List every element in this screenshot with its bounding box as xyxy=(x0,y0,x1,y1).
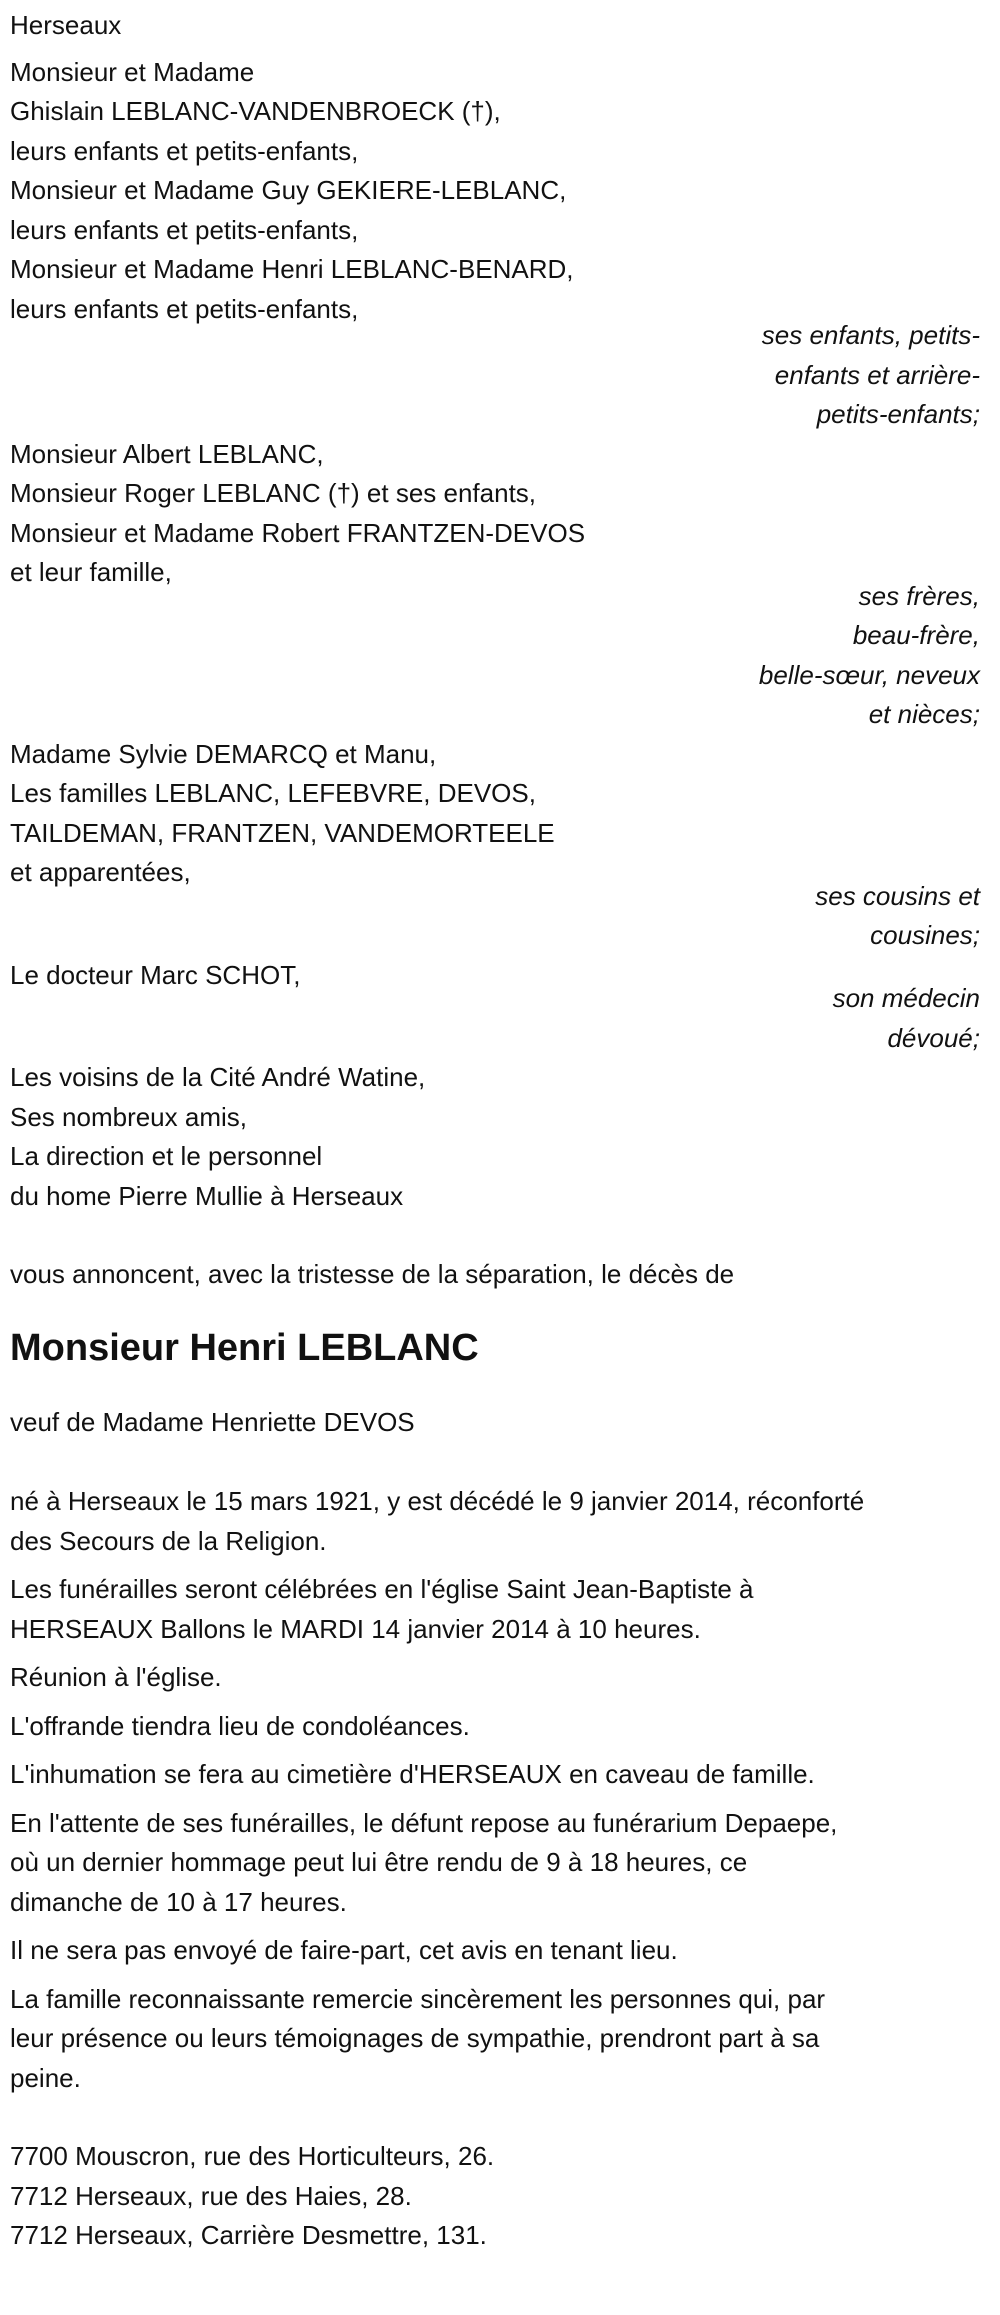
detail-offering xyxy=(10,1707,980,1747)
detail-thanks xyxy=(10,1980,980,2099)
detail-line: dimanche de 10 à 17 heures. xyxy=(10,1886,347,1917)
announcement: vous annoncent, avec la tristesse de la séparation, le décès de xyxy=(10,1259,735,1289)
detail-line: Réunion à l'église. xyxy=(10,1662,222,1692)
family-siblings xyxy=(10,435,980,593)
detail-burial xyxy=(10,1755,980,1795)
role-line: son médecin xyxy=(832,983,980,1013)
role-line: ses enfants, petits- xyxy=(761,320,980,350)
family-line: La direction et le personnel xyxy=(10,1141,323,1171)
deceased-name: Monsieur Henri LEBLANC xyxy=(10,1326,479,1369)
family-cousins xyxy=(10,735,980,893)
detail-line: né à Herseaux le 15 mars 1921, y est décédé le 9 janvier 2014, réconforté xyxy=(10,1486,865,1516)
detail-line: des Secours de la Religion. xyxy=(10,1525,327,1556)
detail-line: En l'attente de ses funérailles, le défunt repose au funérarium Depaepe, xyxy=(10,1807,838,1838)
family-line: TAILDEMAN, FRANTZEN, VANDEMORTEELE xyxy=(10,817,555,848)
detail-line: Il ne sera pas envoyé de faire-part, cet avis en tenant lieu. xyxy=(10,1935,678,1965)
detail-line: HERSEAUX Ballons le MARDI 14 janvier 2014 à 10 heures. xyxy=(10,1613,701,1644)
family-line: Monsieur et Madame Guy GEKIERE-LEBLANC, xyxy=(10,175,567,205)
role-line: enfants et arrière- xyxy=(774,359,980,390)
family-line: Ses nombreux amis, xyxy=(10,1101,247,1132)
addresses xyxy=(10,2137,980,2256)
role-line: beau-frère, xyxy=(852,620,980,650)
detail-line: où un dernier hommage peut lui être rendu de 9 à 18 heures, ce xyxy=(10,1847,748,1877)
role-line: et nièces; xyxy=(868,699,980,729)
family-line: Les voisins de la Cité André Watine, xyxy=(10,1062,426,1092)
detail-line: L'inhumation se fera au cimetière d'HERSEAUX en caveau de famille. xyxy=(10,1759,815,1789)
detail-birth-death xyxy=(10,1482,980,1561)
place: Herseaux xyxy=(10,10,122,40)
family-line: Monsieur et Madame Robert FRANTZEN-DEVOS xyxy=(10,517,586,548)
role-line: dévoué; xyxy=(887,1022,980,1053)
detail-no-card xyxy=(10,1931,980,1971)
family-line: leurs enfants et petits-enfants, xyxy=(10,135,359,166)
detail-line: peine. xyxy=(10,2062,81,2093)
detail-line: La famille reconnaissante remercie sincèrement les personnes qui, par xyxy=(10,1983,826,2014)
family-friends xyxy=(10,1058,980,1216)
family-line: leurs enfants et petits-enfants, xyxy=(10,293,359,324)
family-line: Monsieur et Madame Henri LEBLANC-BENARD, xyxy=(10,254,574,284)
role-children xyxy=(10,316,980,435)
family-line: Monsieur Albert LEBLANC, xyxy=(10,438,324,469)
detail-line: L'offrande tiendra lieu de condoléances. xyxy=(10,1710,470,1741)
address-line: 7712 Herseaux, Carrière Desmettre, 131. xyxy=(10,2220,487,2250)
family-line: Le docteur Marc SCHOT, xyxy=(10,959,301,990)
address-line: 7712 Herseaux, rue des Haies, 28. xyxy=(10,2180,412,2211)
family-children xyxy=(10,53,980,330)
detail-line: leur présence ou leurs témoignages de sympathie, prendront part à sa xyxy=(10,2023,820,2053)
family-line: du home Pierre Mullie à Herseaux xyxy=(10,1180,404,1211)
detail-funeral xyxy=(10,1570,980,1649)
family-line: et apparentées, xyxy=(10,857,191,887)
family-line: Madame Sylvie DEMARCQ et Manu, xyxy=(10,738,437,769)
role-line: cousines; xyxy=(870,920,980,950)
family-line: leurs enfants et petits-enfants, xyxy=(10,214,359,245)
role-line: petits-enfants; xyxy=(816,399,980,429)
family-line: Monsieur et Madame xyxy=(10,56,255,87)
family-line: Les familles LEBLANC, LEFEBVRE, DEVOS, xyxy=(10,778,536,808)
detail-line: Les funérailles seront célébrées en l'église Saint Jean-Baptiste à xyxy=(10,1574,754,1604)
address-line: 7700 Mouscron, rue des Horticulteurs, 26. xyxy=(10,2141,495,2171)
family-line: Ghislain LEBLANC-VANDENBROECK (†), xyxy=(10,96,501,126)
widower-line: veuf de Madame Henriette DEVOS xyxy=(10,1406,415,1437)
role-line: ses frères, xyxy=(858,580,980,611)
family-line: et leur famille, xyxy=(10,557,172,587)
role-line: belle-sœur, neveux xyxy=(758,659,980,690)
role-line: ses cousins et xyxy=(815,880,980,911)
detail-meeting xyxy=(10,1658,980,1698)
detail-funeral-home xyxy=(10,1804,980,1923)
role-siblings xyxy=(10,577,980,735)
family-line: Monsieur Roger LEBLANC (†) et ses enfants, xyxy=(10,478,537,508)
